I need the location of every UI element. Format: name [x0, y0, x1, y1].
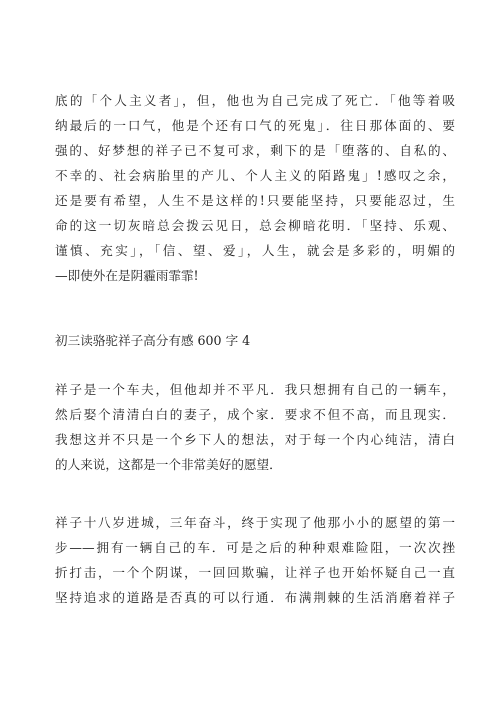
text-line: 的人来说，这都是一个非常美好的愿望．: [55, 457, 282, 472]
paragraph: [55, 377, 455, 477]
paragraph: [55, 510, 455, 610]
text-line: 折打击，一个个阴谋，一回回欺骗，让祥子也开始怀疑自己一直: [55, 565, 455, 580]
text-line: —即使外在是阴霾雨霏霏!: [55, 268, 199, 283]
text-line: 底的「个人主义者」，但，他也为自己完成了死亡．「他等着吸: [55, 93, 455, 108]
text-line: 纳最后的一口气，他是个还有口气的死鬼」．往日那体面的、要: [55, 118, 455, 133]
text-line: 不幸的、社会病胎里的产儿、个人主义的陌路鬼」!感叹之余，: [55, 168, 455, 183]
text-line: 谨慎、充实」，「信、望、爱」，人生，就会是多彩的，明媚的: [55, 243, 455, 258]
paragraph-continued: [55, 88, 455, 288]
text-line: 还是要有希望，人生不是这样的!只要能坚持，只要能忍过，生: [55, 193, 455, 208]
text-line: 强的、好梦想的祥子已不复可求，剩下的是「堕落的、自私的、: [55, 143, 455, 158]
text-line: 坚持追求的道路是否真的可以行通．布满荆棘的生活消磨着祥子: [55, 590, 455, 605]
text-line: 然后娶个清清白白的妻子，成个家．要求不但不高，而且现实．: [55, 407, 455, 422]
text-line: 祥子是一个车夫，但他却并不平凡．我只想拥有自己的一辆车，: [55, 382, 455, 397]
section-title: 初三读骆驼祥子高分有感 600 字 4: [55, 333, 251, 348]
text-line: 我想这并不只是一个乡下人的想法，对于每一个内心纯洁，清白: [55, 432, 455, 447]
text-line: 祥子十八岁进城，三年奋斗，终于实现了他那小小的愿望的第一: [55, 515, 455, 530]
text-line: 步——拥有一辆自己的车．可是之后的种种艰难险阻，一次次挫: [55, 540, 455, 555]
text-line: 命的这一切灰暗总会拨云见日，总会柳暗花明．「坚持、乐观、: [55, 218, 455, 233]
